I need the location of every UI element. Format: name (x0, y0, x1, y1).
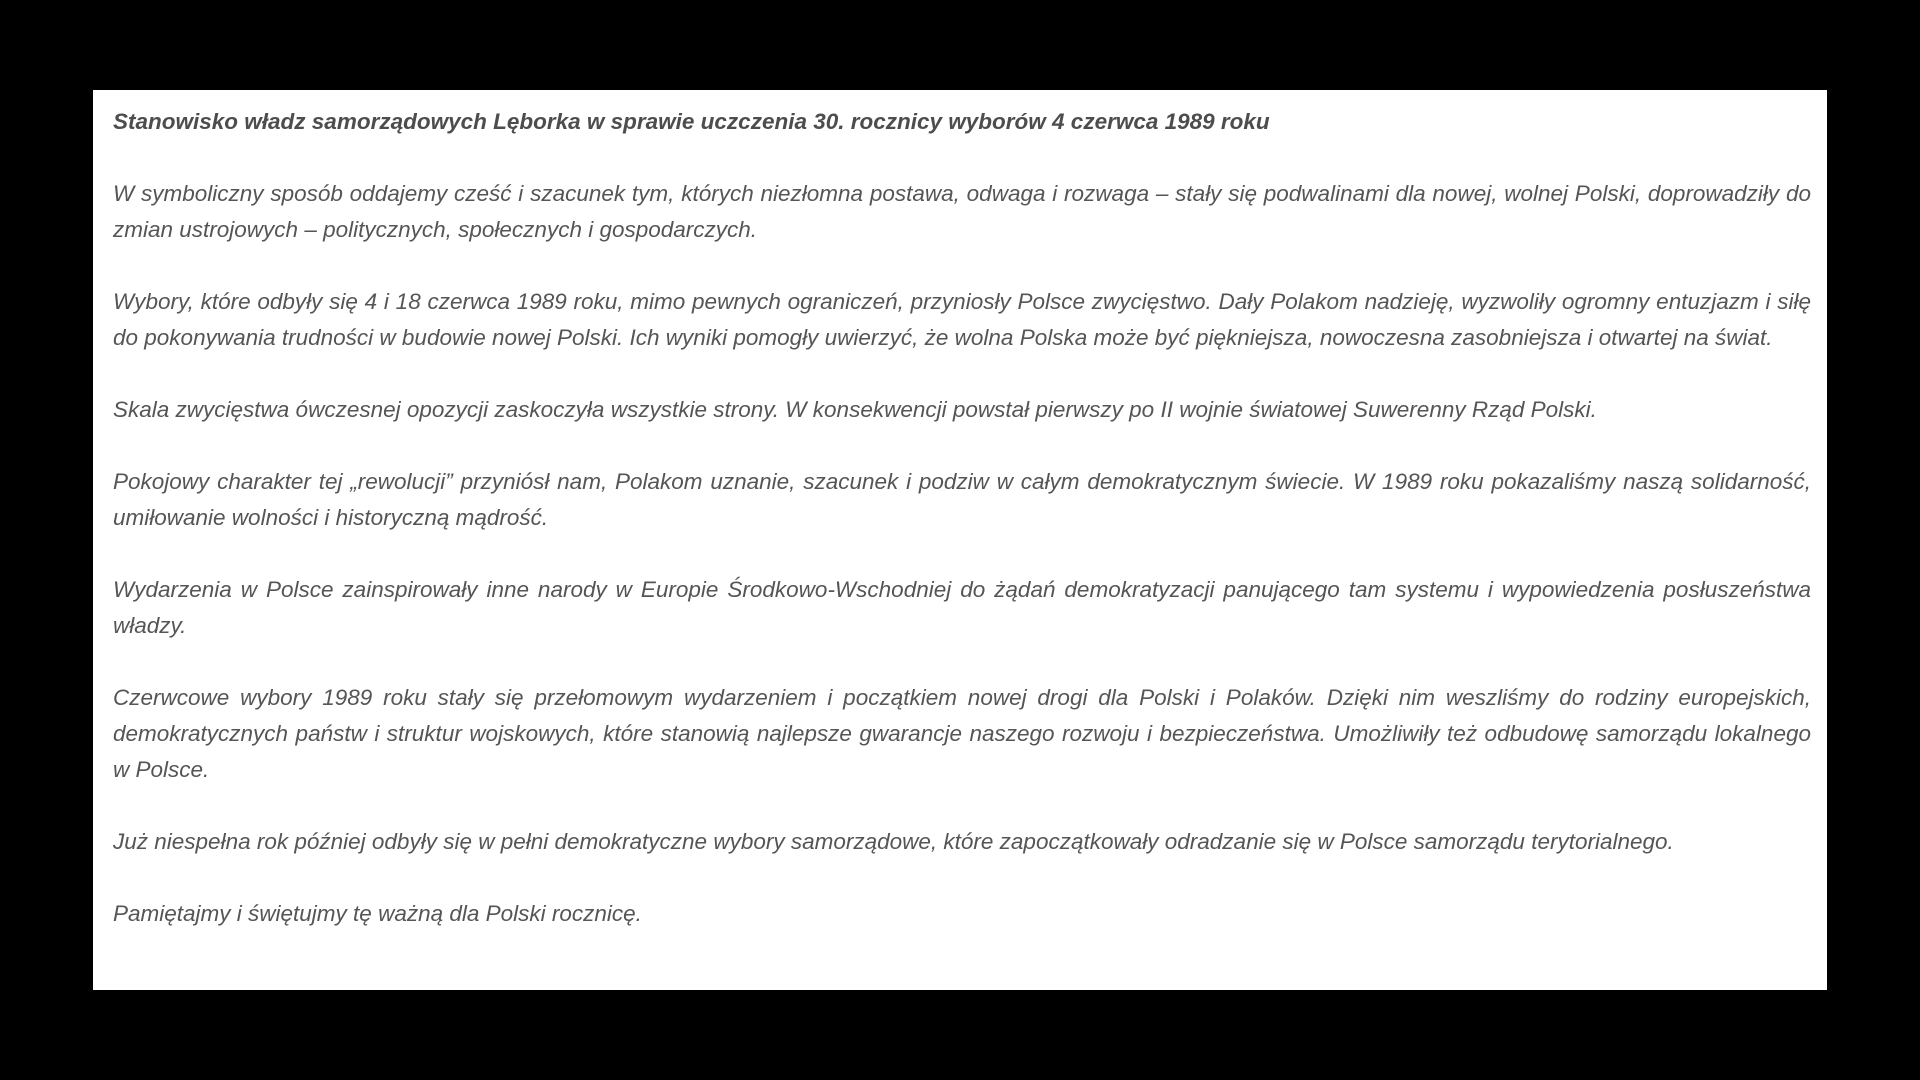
paragraph-inspiration: Wydarzenia w Polsce zainspirowały inne narody w Europie Środkowo-Wschodniej do żądań demokratyzacji panującego tam systemu i wypowiedzenia posłuszeństwa władzy. (113, 577, 1811, 638)
document-panel (93, 90, 1827, 990)
document-title: Stanowisko władz samorządowych Lęborka w sprawie uczczenia 30. rocznicy wyborów 4 czerwca 1989 roku (113, 109, 1270, 134)
paragraph-closing: Pamiętajmy i świętujmy tę ważną dla Polski rocznicę. (113, 901, 642, 926)
paragraph-tribute: W symboliczny sposób oddajemy cześć i szacunek tym, których niezłomna postawa, odwaga i rozwaga – stały się podwalinami dla nowej, wolnej Polski, doprowadziły do zmian ustrojowych – politycznych, społecznych i gospodarczych. (113, 181, 1811, 242)
paragraph-turning-point: Czerwcowe wybory 1989 roku stały się przełomowym wydarzeniem i początkiem nowej drogi dla Polski i Polaków. Dzięki nim weszliśmy do rodziny europejskich, demokratycznych państw i struktur wojskowych, które stanowią najlepsze gwarancje naszego rozwoju i bezpieczeństwa. Umożliwiły też odbudowę samorządu lokalnego w Polsce. (113, 685, 1811, 782)
document-body (113, 104, 1811, 932)
paragraph-victory: Skala zwycięstwa ówczesnej opozycji zaskoczyła wszystkie strony. W konsekwencji powstał pierwszy po II wojnie światowej Suwerenny Rząd Polski. (113, 397, 1597, 422)
paragraph-local-elections: Już niespełna rok później odbyły się w pełni demokratyczne wybory samorządowe, które zapoczątkowały odradzanie się w Polsce samorządu terytorialnego. (113, 829, 1674, 854)
paragraph-peaceful-revolution: Pokojowy charakter tej „rewolucji” przyniósł nam, Polakom uznanie, szacunek i podziw w całym demokratycznym świecie. W 1989 roku pokazaliśmy naszą solidarność, umiłowanie wolności i historyczną mądrość. (113, 469, 1811, 530)
paragraph-elections: Wybory, które odbyły się 4 i 18 czerwca 1989 roku, mimo pewnych ograniczeń, przyniosły Polsce zwycięstwo. Dały Polakom nadzieję, wyzwoliły ogromny entuzjazm i siłę do pokonywania trudności w budowie nowej Polski. Ich wyniki pomogły uwierzyć, że wolna Polska może być piękniejsza, nowoczesna zasobniejsza i otwartej na świat. (113, 289, 1811, 350)
